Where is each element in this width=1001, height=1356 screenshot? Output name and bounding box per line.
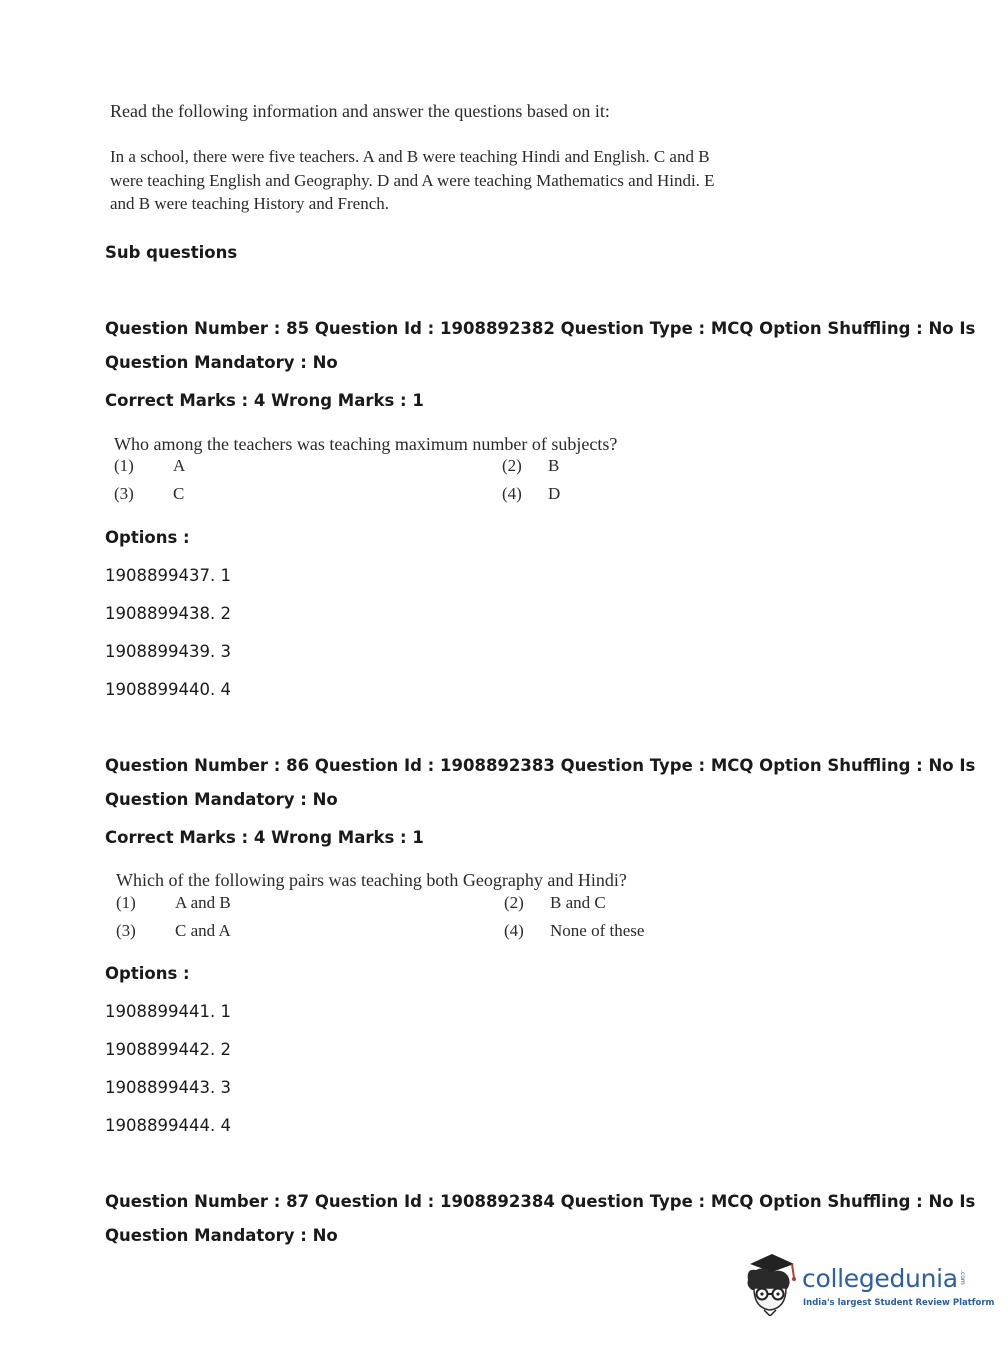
q86-choice-2-label: B and C [550, 893, 606, 912]
q85-choice-4-num: (4) [502, 484, 522, 503]
q86-options-label: Options : [105, 964, 190, 983]
collegedunia-logo[interactable] [742, 1250, 995, 1320]
q86-choice-4-label: None of these [550, 921, 645, 940]
q86-meta-line1: Question Number : 86 Question Id : 1908892383 Question Type : MCQ Option Shuffling : No Is [105, 756, 976, 775]
q85-meta-line2: Question Mandatory : No [105, 353, 338, 372]
q86-meta-line2: Question Mandatory : No [105, 790, 338, 809]
q86-option-3: 1908899443. 3 [105, 1078, 231, 1097]
logo-domain-suffix: .com [959, 1270, 966, 1285]
q86-marks: Correct Marks : 4 Wrong Marks : 1 [105, 828, 424, 847]
q85-choice-3-label: C [173, 484, 185, 503]
q85-option-3: 1908899439. 3 [105, 642, 231, 661]
q85-meta-line1: Question Number : 85 Question Id : 1908892382 Question Type : MCQ Option Shuffling : No Is [105, 319, 976, 338]
q85-choice-2-num: (2) [502, 456, 522, 475]
q85-marks: Correct Marks : 4 Wrong Marks : 1 [105, 391, 424, 410]
q86-choice-4-num: (4) [504, 921, 524, 940]
q85-choice-1-label: A [173, 456, 186, 475]
q85-options-label: Options : [105, 528, 190, 547]
q85-choice-2-label: B [548, 456, 560, 475]
q86-option-2: 1908899442. 2 [105, 1040, 231, 1059]
passage-intro: Read the following information and answer the questions based on it: [110, 101, 610, 121]
q85-option-4: 1908899440. 4 [105, 680, 231, 699]
q86-choice-1-num: (1) [116, 893, 136, 912]
q86-choice-1-label: A and B [175, 893, 231, 912]
q85-choice-3-num: (3) [114, 484, 134, 503]
mascot-graduate-icon [742, 1250, 800, 1316]
q85-option-2: 1908899438. 2 [105, 604, 231, 623]
q87-meta-line1: Question Number : 87 Question Id : 1908892384 Question Type : MCQ Option Shuffling : No Is [105, 1192, 976, 1211]
q85-question-text: Who among the teachers was teaching maximum number of subjects? [114, 434, 618, 454]
q86-choice-3-label: C and A [175, 921, 231, 940]
q86-option-4: 1908899444. 4 [105, 1116, 231, 1135]
logo-wordmark: collegedunia [802, 1264, 958, 1293]
q85-choice-1-num: (1) [114, 456, 134, 475]
sub-questions-label: Sub questions [105, 243, 238, 262]
passage-text: In a school, there were five teachers. A and B were teaching Hindi and English. C and B were teaching English and Geography. D and A were teaching Mathematics and Hindi. E and B were teaching History and French. [110, 147, 715, 213]
q86-choice-2-num: (2) [504, 893, 524, 912]
q85-option-1: 1908899437. 1 [105, 566, 231, 585]
q86-option-1: 1908899441. 1 [105, 1002, 231, 1021]
q87-meta-line2: Question Mandatory : No [105, 1226, 338, 1245]
q86-choice-3-num: (3) [116, 921, 136, 940]
q86-question-text: Which of the following pairs was teaching both Geography and Hindi? [116, 870, 627, 890]
q85-choice-4-label: D [548, 484, 561, 503]
logo-tagline: India's largest Student Review Platform [803, 1298, 995, 1308]
